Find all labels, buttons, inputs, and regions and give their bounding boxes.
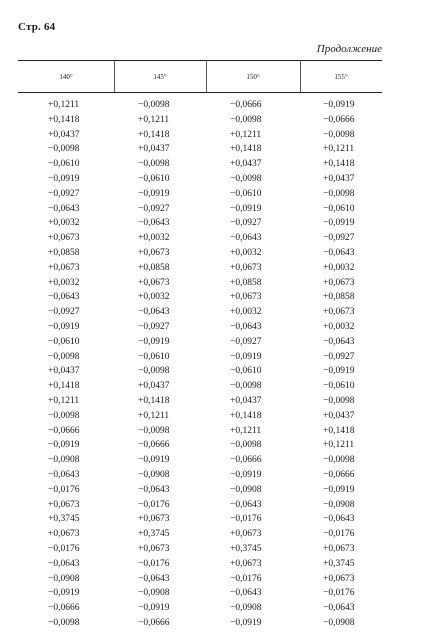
table-cell: +0,0032 (48, 218, 80, 229)
table-cell: +0,1418 (138, 129, 170, 140)
table-cell: +0,1418 (230, 144, 262, 155)
table-cell: −0,0643 (48, 292, 80, 303)
table-cell: −0,0927 (230, 336, 262, 347)
table-cell: −0,0908 (323, 499, 355, 510)
table-cell: −0,0919 (138, 336, 170, 347)
table-cell: +0,0858 (48, 247, 80, 258)
table-cell: −0,0643 (48, 558, 80, 569)
table-cell: −0,0666 (323, 469, 355, 480)
table-cell: −0,0643 (230, 588, 262, 599)
table-cell: +0,0032 (230, 247, 262, 258)
column-header-150: 150° (246, 73, 260, 81)
table-cell: −0,0610 (230, 366, 262, 377)
table-cell: −0,0908 (138, 588, 170, 599)
table-cell: −0,0927 (138, 321, 170, 332)
table-cell: −0,0176 (323, 529, 355, 540)
table-cell: −0,0919 (323, 218, 355, 229)
table-cell: −0,0098 (230, 381, 262, 392)
table-cell: +0,0673 (323, 307, 355, 318)
column-header-140: 140° (59, 73, 73, 81)
table-cell: −0,0098 (138, 425, 170, 436)
column-140-values (18, 98, 109, 631)
table-cell: −0,0643 (323, 514, 355, 525)
table-cell: +0,1418 (48, 114, 80, 125)
table-cell: −0,0643 (48, 203, 80, 214)
table-cell: −0,0919 (48, 440, 80, 451)
table-cell: −0,0176 (230, 573, 262, 584)
table-cell: +0,0032 (138, 233, 170, 244)
table-cell: +0,0673 (138, 277, 170, 288)
table-cell: −0,0666 (230, 455, 262, 466)
table-cell: +0,0673 (230, 292, 262, 303)
table-cell: −0,0666 (48, 425, 80, 436)
table-cell: +0,0673 (323, 543, 355, 554)
table-cell: +0,0437 (323, 173, 355, 184)
table-cell: −0,0176 (138, 558, 170, 569)
column-header-155: 155° (334, 73, 348, 81)
table-cell: −0,0610 (323, 203, 355, 214)
table-cell: +0,0437 (138, 144, 170, 155)
table-cell: +0,0032 (323, 321, 355, 332)
table-cell: +0,0673 (138, 514, 170, 525)
table-cell: −0,0610 (48, 336, 80, 347)
table-cell: −0,0919 (230, 203, 262, 214)
column-header-145: 145° (153, 73, 167, 81)
table-cell: −0,0919 (230, 469, 262, 480)
table-cell: −0,0927 (138, 203, 170, 214)
table-cell: −0,0908 (138, 469, 170, 480)
table-cell: +0,0673 (138, 247, 170, 258)
table-cell: −0,0176 (48, 484, 80, 495)
table-cell: −0,0643 (138, 573, 170, 584)
continuation-label: Продолжение (316, 43, 382, 55)
table-cell: +0,3745 (230, 543, 262, 554)
table-cell: −0,0610 (138, 351, 170, 362)
table-cell: +0,1418 (48, 381, 80, 392)
table-cell: −0,0643 (48, 469, 80, 480)
table-cell: −0,0919 (48, 588, 80, 599)
table-cell: +0,1211 (230, 129, 262, 140)
table-cell: −0,0643 (323, 247, 355, 258)
table-cell: −0,0643 (138, 218, 170, 229)
table-cell: −0,0919 (323, 366, 355, 377)
table-cell: +0,0858 (230, 277, 262, 288)
column-155-values (300, 98, 391, 631)
table-cell: −0,0176 (230, 514, 262, 525)
table-cell: −0,0643 (323, 603, 355, 614)
table-cell: −0,0098 (138, 159, 170, 170)
table-cell: +0,0437 (48, 366, 80, 377)
table-cell: −0,0908 (230, 603, 262, 614)
table-cell: +0,1418 (138, 395, 170, 406)
table-cell: −0,0927 (323, 351, 355, 362)
table-cell: −0,0919 (230, 351, 262, 362)
table-cell: −0,0098 (48, 410, 80, 421)
table-cell: −0,0666 (323, 114, 355, 125)
table-cell: −0,0610 (323, 381, 355, 392)
table-cell: −0,0176 (48, 543, 80, 554)
table-cell: +0,0437 (323, 410, 355, 421)
table-cell: −0,0666 (138, 617, 170, 628)
table-cell: −0,0610 (138, 173, 170, 184)
table-cell: +0,3745 (138, 529, 170, 540)
table-cell: +0,1211 (138, 114, 170, 125)
table-cell: +0,1211 (323, 440, 355, 451)
table-cell: +0,1211 (48, 395, 80, 406)
table-cell: −0,0927 (48, 307, 80, 318)
table-header-rule (18, 92, 382, 93)
table-cell: −0,0927 (323, 233, 355, 244)
table-cell: −0,0610 (48, 159, 80, 170)
table-cell: +0,0032 (48, 277, 80, 288)
table-cell: −0,0666 (48, 603, 80, 614)
table-cell: −0,0098 (230, 440, 262, 451)
table-cell: −0,0666 (230, 100, 262, 110)
table-cell: −0,0098 (230, 173, 262, 184)
table-cell: +0,0673 (48, 262, 80, 273)
table-cell: +0,1211 (323, 144, 355, 155)
table-cell: −0,0098 (48, 144, 80, 155)
table-cell: −0,0666 (138, 440, 170, 451)
table-cell: +0,1418 (323, 425, 355, 436)
table-cell: −0,0643 (138, 307, 170, 318)
table-cell: −0,0176 (323, 588, 355, 599)
table-cell: −0,0176 (138, 499, 170, 510)
table-cell: +0,1211 (48, 100, 80, 110)
table-cell: −0,0098 (323, 455, 355, 466)
column-145-values (114, 98, 205, 631)
table-cell: −0,0908 (230, 484, 262, 495)
table-cell: +0,0673 (48, 529, 80, 540)
table-cell: −0,0919 (138, 455, 170, 466)
table-cell: −0,0098 (230, 114, 262, 125)
table-cell: −0,0908 (323, 617, 355, 628)
table-cell: +0,0858 (323, 292, 355, 303)
table-cell: −0,0643 (230, 233, 262, 244)
table-cell: −0,0098 (323, 129, 355, 140)
table-cell: −0,0908 (48, 455, 80, 466)
table-cell: −0,0919 (48, 321, 80, 332)
table-cell: −0,0643 (230, 499, 262, 510)
table-cell: −0,0098 (48, 617, 80, 628)
table-cell: +0,0437 (48, 129, 80, 140)
table-cell: −0,0919 (230, 617, 262, 628)
table-cell: +0,0032 (138, 292, 170, 303)
table-cell: +0,0437 (138, 381, 170, 392)
table-cell: +0,0858 (138, 262, 170, 273)
table-cell: −0,0098 (138, 100, 170, 110)
table-cell: +0,1418 (323, 159, 355, 170)
table-cell: +0,0673 (230, 558, 262, 569)
table-cell: −0,0098 (323, 395, 355, 406)
table-cell: −0,0919 (138, 603, 170, 614)
table-cell: +0,0032 (230, 307, 262, 318)
table-cell: −0,0927 (48, 188, 80, 199)
table-cell: +0,0673 (48, 233, 80, 244)
table-cell: +0,0673 (323, 277, 355, 288)
table-cell: −0,0643 (323, 336, 355, 347)
table-cell: +0,0673 (230, 529, 262, 540)
table-cell: −0,0098 (323, 188, 355, 199)
table-cell: +0,0673 (323, 573, 355, 584)
table-cell: +0,0673 (48, 499, 80, 510)
table-cell: −0,0919 (323, 484, 355, 495)
table-cell: −0,0908 (48, 573, 80, 584)
table-cell: −0,0927 (230, 218, 262, 229)
table-cell: −0,0610 (230, 188, 262, 199)
table-cell: +0,0032 (323, 262, 355, 273)
table-cell: −0,0643 (138, 484, 170, 495)
table-cell: −0,0098 (138, 366, 170, 377)
table-cell: +0,0437 (230, 395, 262, 406)
table-cell: +0,0673 (230, 262, 262, 273)
table-cell: +0,3745 (48, 514, 80, 525)
page-header: Стр. 64 (18, 21, 56, 33)
table-cell: −0,0919 (48, 173, 80, 184)
table-cell: −0,0919 (323, 100, 355, 110)
column-150-values (206, 98, 297, 631)
table-cell: −0,0919 (138, 188, 170, 199)
table-cell: +0,1211 (230, 425, 262, 436)
table-top-rule (18, 60, 382, 61)
table-cell: +0,3745 (323, 558, 355, 569)
table-cell: −0,0098 (48, 351, 80, 362)
table-cell: +0,1418 (230, 410, 262, 421)
table-cell: −0,0643 (230, 321, 262, 332)
table-cell: +0,0437 (230, 159, 262, 170)
table-cell: +0,0673 (138, 543, 170, 554)
table-cell: +0,1211 (138, 410, 170, 421)
